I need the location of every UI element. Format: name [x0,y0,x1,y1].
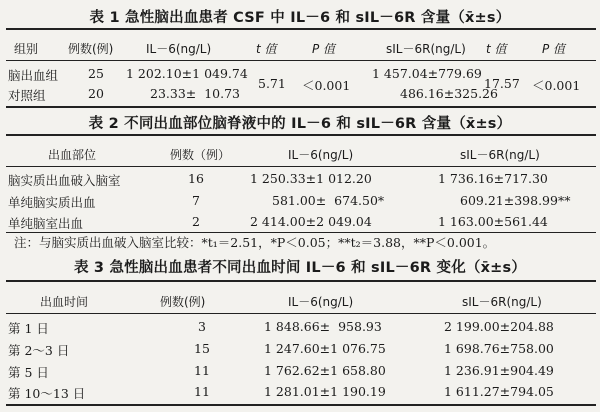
table1-t-sil6r: 17.57 [484,76,520,91]
table3-row4-il6: 1 281.01±1 190.19 [264,384,386,399]
table3-header-time: 出血时间 [40,295,89,309]
table2-row1-il6: 1 250.33±1 012.20 [250,171,372,186]
table3-header-rule [6,313,596,314]
table3-row1-il6: 1 848.66± 958.93 [264,319,382,334]
table2-row2-site: 单纯脑实质出血 [8,195,96,210]
table2-row1-sil6r: 1 736.16±717.30 [438,171,548,186]
table1-row1-count: 25 [88,66,104,81]
table3-row4-count: 11 [194,384,210,399]
table3-header-il6: IL－6(ng/L) [288,295,354,309]
table1-row1-group: 脑出血组 [8,68,59,83]
table3-row1-count: 3 [198,319,206,334]
table1-row2-sil6r: 486.16±325.26 [400,86,498,101]
table3-row3-sil6r: 1 236.91±904.49 [444,363,554,378]
table3-header-sil6r: sIL－6R(ng/L) [462,295,542,309]
table3-bottom-rule [6,404,596,406]
table1-header-t2: t 值 [486,42,507,56]
table3-row1-time: 第 1 日 [8,321,49,336]
table1-row2-il6: 23.33± 10.73 [150,86,240,101]
table2-title: 表 2 不同出血部位脑脊液中的 IL－6 和 sIL－6R 含量（x̄±s） [88,116,512,132]
table3-title: 表 3 急性脑出血患者不同出血时间 IL－6 和 sIL－6R 变化（x̄±s） [73,260,527,276]
table1-header-rule [6,60,596,61]
table3-row2-il6: 1 247.60±1 076.75 [264,341,386,356]
table1-p-il6: ＜0.001 [302,78,351,93]
table1-header-group: 组别 [14,42,39,56]
table2-header-rule [6,166,596,167]
table3-row2-time: 第 2～3 日 [8,343,70,358]
table2-row2-sil6r: 609.21±398.99** [460,193,571,208]
table3-row3-il6: 1 762.62±1 658.80 [264,363,386,378]
table2-row2-il6: 581.00± 674.50* [272,193,385,208]
table3-row3-time: 第 5 日 [8,365,49,380]
table1-header-p1: P 值 [312,42,336,56]
table2-header-site: 出血部位 [48,148,97,162]
table2-row3-il6: 2 414.00±2 049.04 [250,214,372,229]
table1-row2-count: 20 [88,86,104,101]
table1-header-count: 例数(例) [68,42,114,56]
table2-row3-sil6r: 1 163.00±561.44 [438,214,548,229]
table1-header-p2: P 值 [542,42,566,56]
table1-title: 表 1 急性脑出血患者 CSF 中 IL－6 和 sIL－6R 含量（x̄±s） [89,10,511,26]
table3-header-count: 例数(例) [160,295,206,309]
table2-row1-site: 脑实质出血破入脑室 [8,173,121,188]
table1-top-rule [6,28,596,30]
table3-top-rule [6,280,596,282]
table3-row3-count: 11 [194,363,210,378]
table1-header-il6: IL－6(ng/L) [146,42,212,56]
table2-row2-count: 7 [192,193,200,208]
table2-row3-site: 单纯脑室出血 [8,216,84,231]
table3-row4-time: 第 10～13 日 [8,386,86,401]
table2-row1-count: 16 [188,171,204,186]
table1-t-il6: 5.71 [258,76,286,91]
table3-row4-sil6r: 1 611.27±794.05 [444,384,554,399]
table1-header-sil6r: sIL－6R(ng/L) [386,42,466,56]
table3-row1-sil6r: 2 199.00±204.88 [444,319,554,334]
table1-header-t1: t 值 [256,42,277,56]
table2-row3-count: 2 [192,214,200,229]
table1-p-sil6r: ＜0.001 [532,78,581,93]
table1-row2-group: 对照组 [8,88,46,103]
table3-row2-sil6r: 1 698.76±758.00 [444,341,554,356]
table1-row1-sil6r: 1 457.04±779.69 [372,66,482,81]
table1-bottom-rule [6,106,596,108]
table3-row2-count: 15 [194,341,210,356]
table2-header-il6: IL－6(ng/L) [288,148,354,162]
table2-note: 注：与脑实质出血破入脑室比较：*t₁＝2.51，*P＜0.05；**t₂＝3.88，**P＜0.001。 [14,235,496,250]
table2-header-count: 例数（例） [170,148,231,162]
table1-row1-il6: 1 202.10±1 049.74 [126,66,248,81]
table2-header-sil6r: sIL－6R(ng/L) [460,148,540,162]
table2-top-rule [6,134,596,136]
